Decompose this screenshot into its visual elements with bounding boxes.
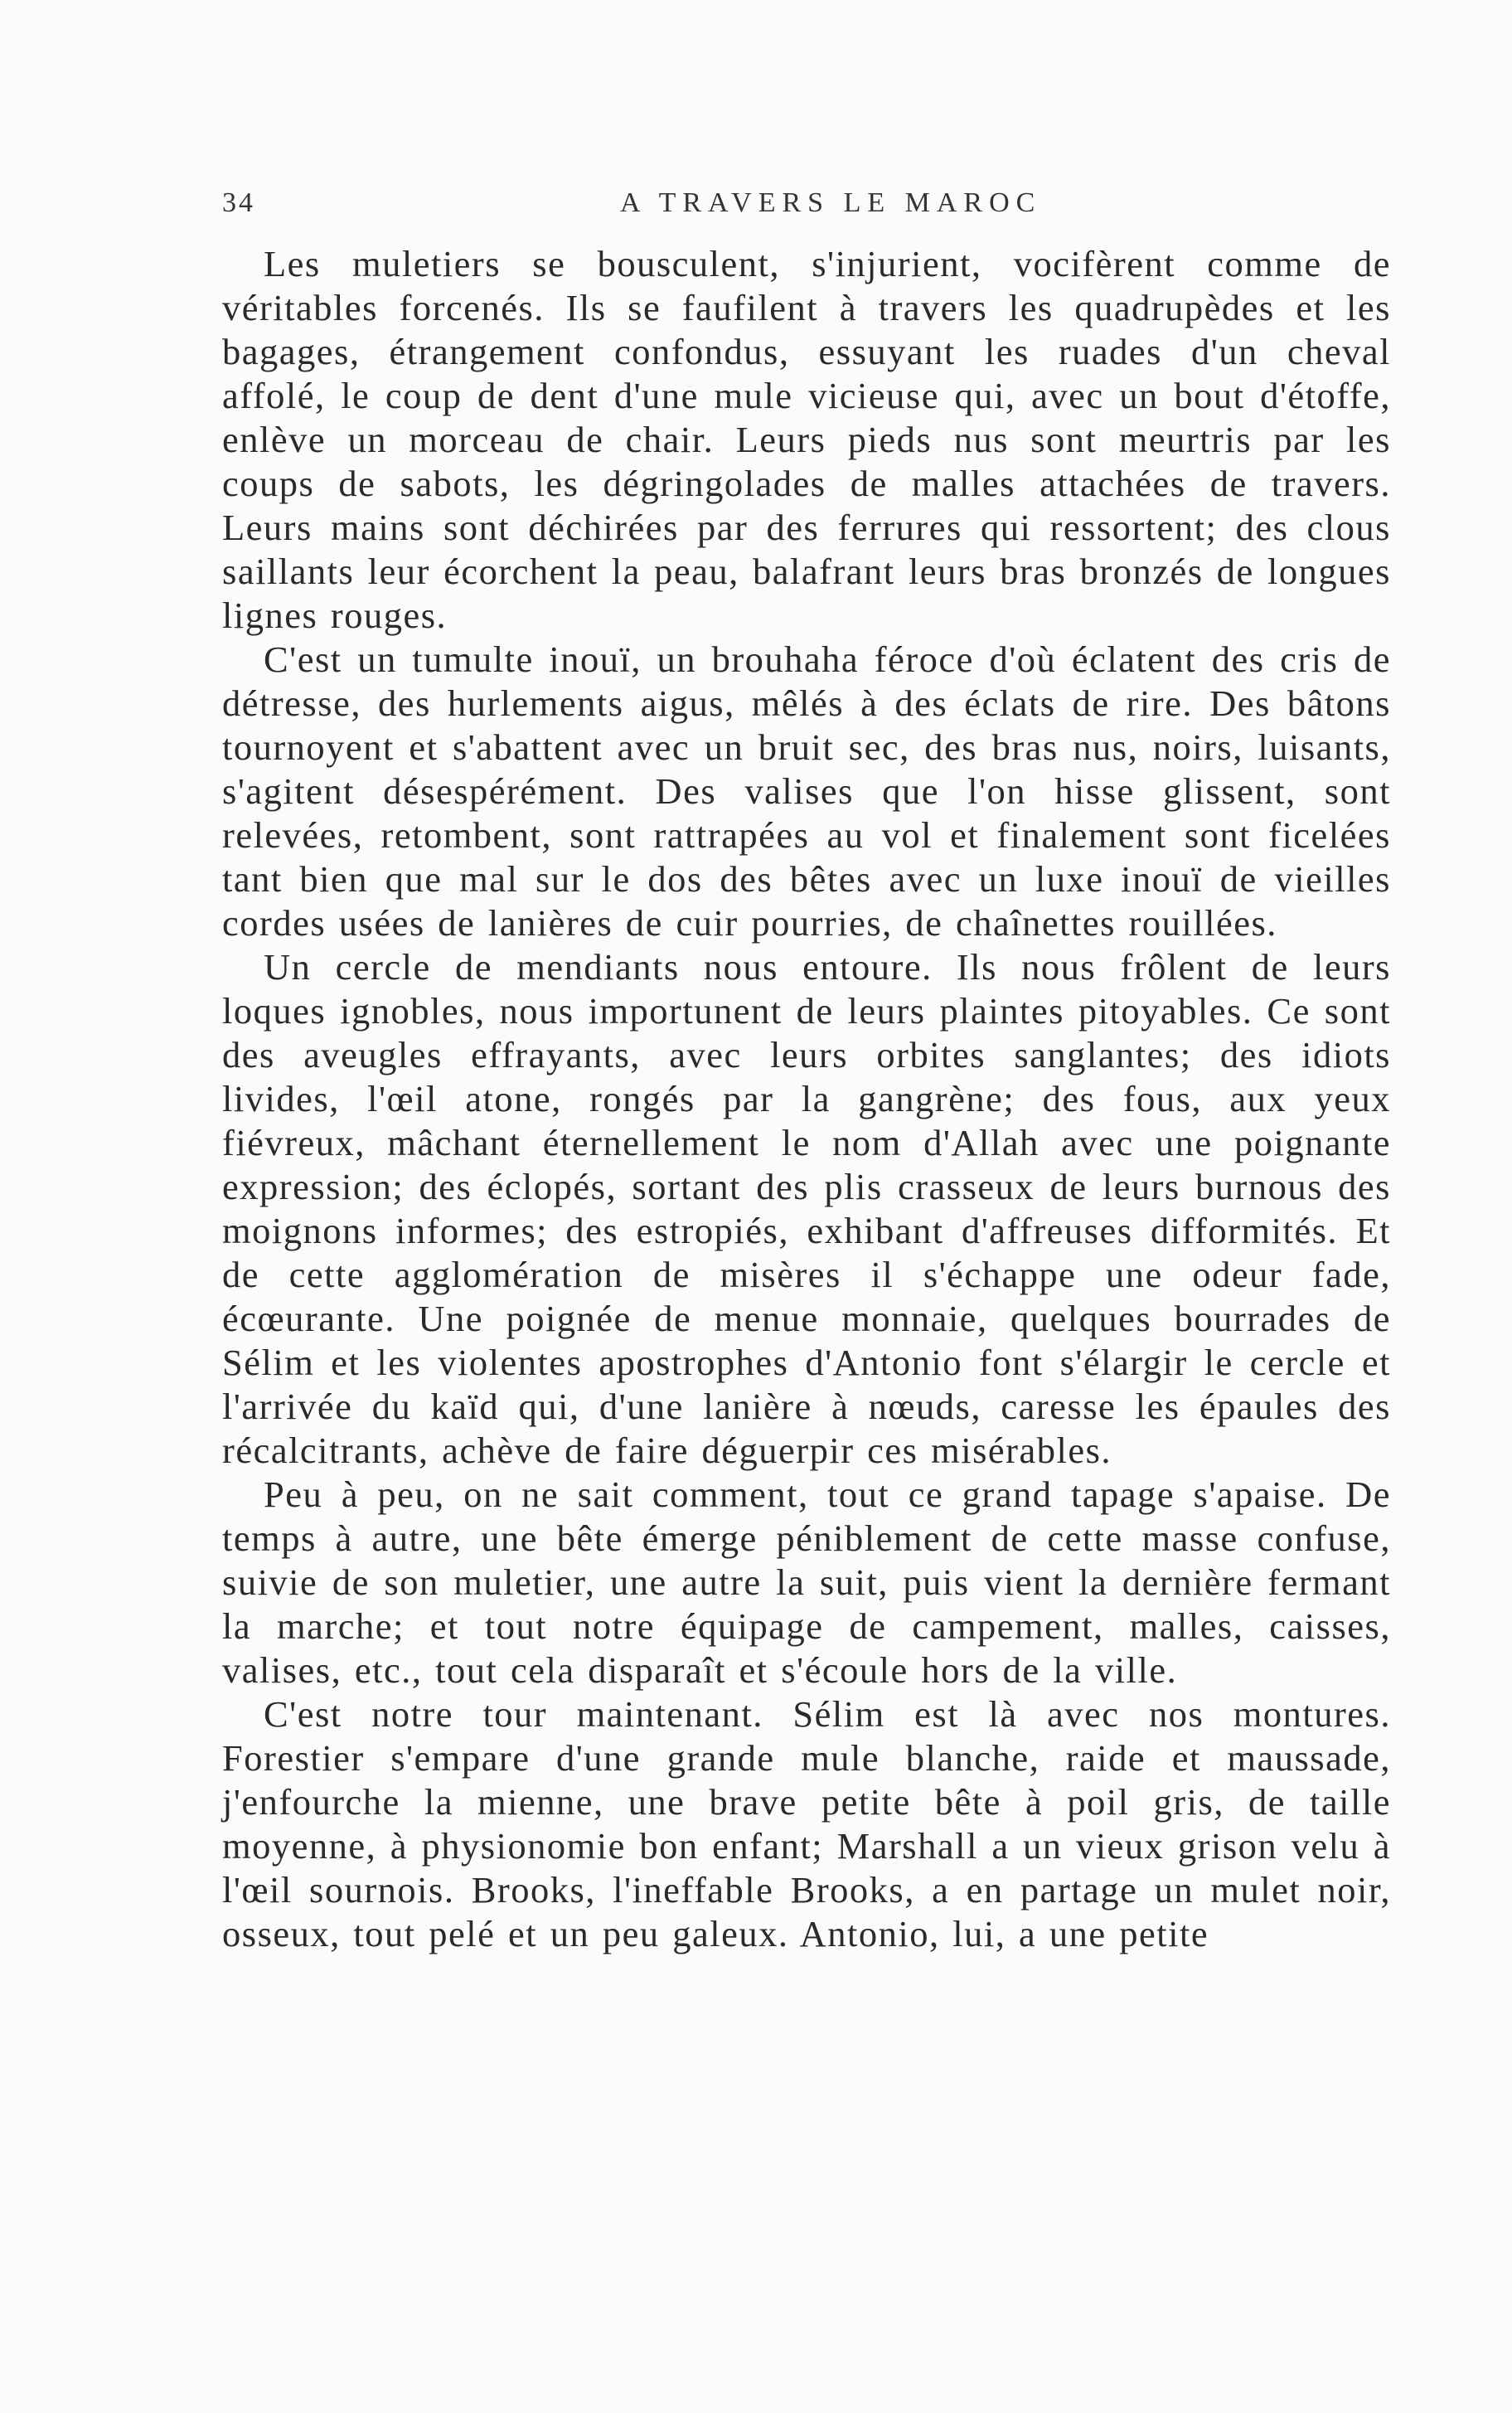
paragraph-mendiants: Un cercle de mendiants nous entoure. Ils nous frôlent de leurs loques ignobles, nous importunent de leurs plaintes pitoyables. Ce sont des aveugles effrayants, avec leurs orbites sanglantes; des idiots livides, l'œil atone, rongés par la gangrène; des fous, aux yeux fiévreux, mâchant éternellement le nom d'Allah avec une poignante expression; des éclopés, sortant des plis crasseux de leurs burnous des moignons informes; des estropiés, exhibant d'affreuses difformités. Et de cette agglomération de misères il s'échappe une odeur fade, écœurante. Une poignée de menue monnaie, quelques bourrades de Sélim et les violentes apostrophes d'Antonio font s'élargir le cercle et l'arrivée du kaïd qui, d'une lanière à nœuds, caresse les épaules des récalcitrants, achève de faire déguerpir ces misérables. [222, 946, 1391, 1471]
body-text [222, 242, 1391, 1956]
paragraph-tapage: Peu à peu, on ne sait comment, tout ce grand tapage s'apaise. De temps à autre, une bête émerge péniblement de cette masse confuse, suivie de son muletier, une autre la suit, puis vient la dernière fermant la marche; et tout notre équipage de campement, malles, caisses, valises, etc., tout cela disparaît et s'écoule hors de la ville. [222, 1474, 1391, 1691]
paragraph-montures: C'est notre tour maintenant. Sélim est là avec nos montures. Forestier s'empare d'une grande mule blanche, raide et maussade, j'enfourche la mienne, une brave petite bête à poil gris, de taille moyenne, à physionomie bon enfant; Marshall a un vieux grison velu à l'œil sournois. Brooks, l'ineffable Brooks, a en partage un mulet noir, osseux, tout pelé et un peu galeux. Antonio, lui, a une petite [222, 1693, 1391, 1954]
paragraph-muletiers: Les muletiers se bousculent, s'injurient, vocifèrent comme de véritables forcenés. Ils se faufilent à travers les quadrupèdes et les bagages, étrangement confondus, essuyant les ruades d'un cheval affolé, le coup de dent d'une mule vicieuse qui, avec un bout d'étoffe, enlève un morceau de chair. Leurs pieds nus sont meurtris par les coups de sabots, les dégringolades de malles attachées de travers. Leurs mains sont déchirées par des ferrures qui ressortent; des clous saillants leur écorchent la peau, balafrant leurs bras bronzés de longues lignes rouges. [222, 243, 1391, 636]
page-number: 34 [222, 187, 255, 218]
page-header [222, 187, 1383, 224]
running-title: A TRAVERS LE MAROC [620, 187, 1042, 218]
paragraph-tumulte: C'est un tumulte inouï, un brouhaha féroce d'où éclatent des cris de détresse, des hurlements aigus, mêlés à des éclats de rire. Des bâtons tournoyent et s'abattent avec un bruit sec, des bras nus, noirs, luisants, s'agitent désespérément. Des valises que l'on hisse glissent, sont relevées, retombent, sont rattrapées au vol et finalement sont ficelées tant bien que mal sur le dos des bêtes avec un luxe inouï de vieilles cordes usées de lanières de cuir pourries, de chaînettes rouillées. [222, 638, 1391, 944]
